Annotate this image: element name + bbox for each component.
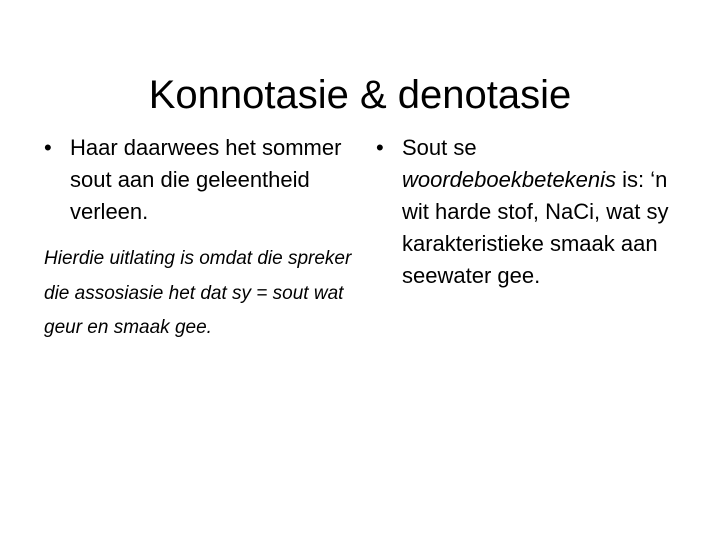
bullet-icon: • bbox=[376, 135, 384, 160]
right-bullet-emphasis: woordeboekbetekenis bbox=[402, 167, 617, 192]
left-note: Hierdie uitlating is omdat die spreker die assosiasie het dat sy = sout wat geur en smaak gee. bbox=[44, 248, 352, 338]
right-bullet-rest: is: ‘n wit harde stof, NaCi, wat sy karakteristieke smaak aan seewater gee. bbox=[402, 167, 669, 288]
bullet-icon: • bbox=[44, 135, 52, 160]
left-bullet-item bbox=[44, 132, 362, 228]
left-bullet-text: Haar daarwees het sommer sout aan die geleentheid verleen. bbox=[70, 135, 342, 224]
slide-title: Konnotasie & denotasie bbox=[148, 72, 572, 117]
right-bullet-item bbox=[376, 132, 676, 292]
right-column bbox=[376, 132, 676, 292]
right-bullet-lead: Sout se bbox=[402, 135, 477, 160]
left-column bbox=[44, 132, 362, 365]
